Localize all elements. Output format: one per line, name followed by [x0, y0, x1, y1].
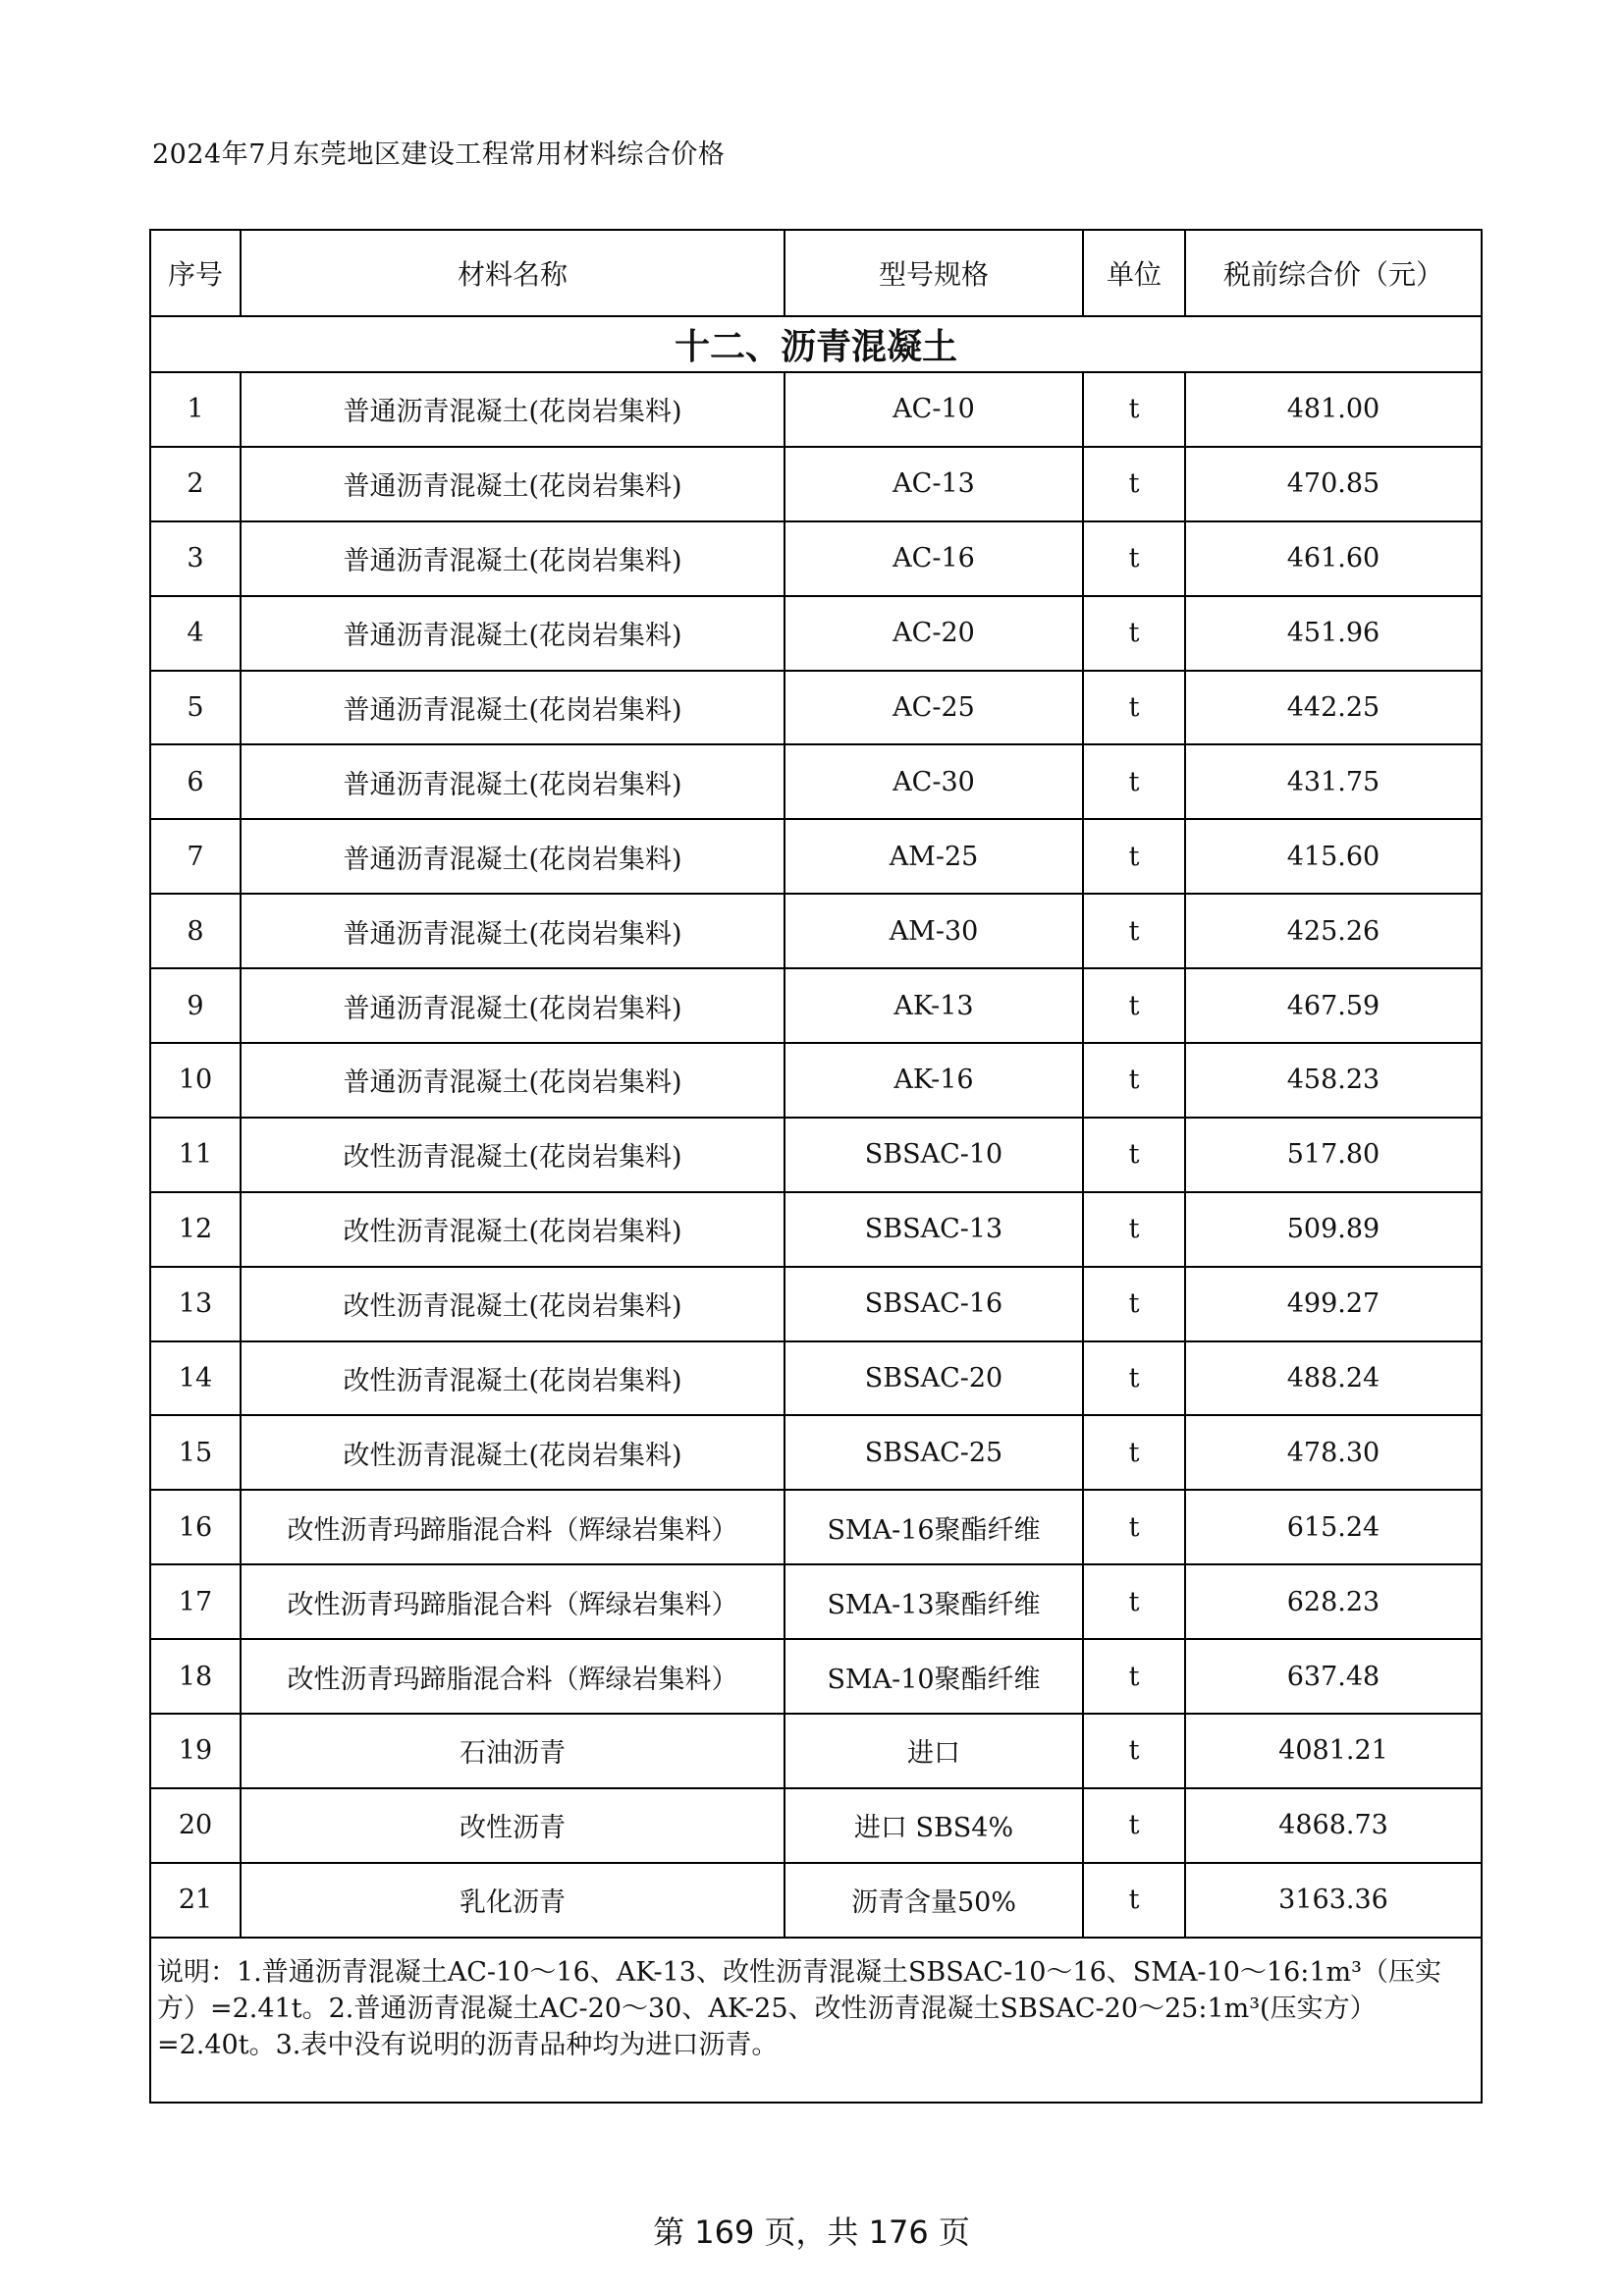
cell-price: 425.26	[1185, 894, 1482, 968]
cell-name: 普通沥青混凝土(花岗岩集料)	[241, 1043, 784, 1118]
cell-price: 415.60	[1185, 819, 1482, 894]
cell-name: 普通沥青混凝土(花岗岩集料)	[241, 744, 784, 819]
section-title: 十二、沥青混凝土	[150, 316, 1482, 372]
column-header-price: 税前综合价（元）	[1185, 230, 1482, 316]
table-row	[150, 447, 1482, 521]
table-row	[150, 1714, 1482, 1788]
table-row	[150, 819, 1482, 894]
table-header-row	[150, 230, 1482, 316]
cell-spec: SBSAC-13	[784, 1192, 1083, 1267]
cell-price: 499.27	[1185, 1267, 1482, 1341]
cell-price: 615.24	[1185, 1490, 1482, 1564]
cell-seq: 6	[150, 744, 241, 819]
cell-spec: AC-13	[784, 447, 1083, 521]
section-title-row	[150, 316, 1482, 372]
cell-spec: AC-25	[784, 671, 1083, 745]
table-row	[150, 1863, 1482, 1938]
cell-spec: SBSAC-10	[784, 1118, 1083, 1192]
table-row	[150, 744, 1482, 819]
cell-name: 改性沥青	[241, 1788, 784, 1863]
cell-spec: AK-13	[784, 968, 1083, 1043]
cell-name: 改性沥青玛蹄脂混合料（辉绿岩集料）	[241, 1564, 784, 1639]
cell-price: 451.96	[1185, 596, 1482, 671]
cell-unit: t	[1083, 744, 1185, 819]
table-row	[150, 596, 1482, 671]
cell-seq: 16	[150, 1490, 241, 1564]
cell-seq: 19	[150, 1714, 241, 1788]
table-row	[150, 1639, 1482, 1714]
page-number: 第 169 页，共 176 页	[653, 2214, 970, 2251]
table-row	[150, 521, 1482, 596]
column-header-seq: 序号	[150, 230, 241, 316]
cell-unit: t	[1083, 1788, 1185, 1863]
cell-spec: AM-30	[784, 894, 1083, 968]
cell-unit: t	[1083, 1714, 1185, 1788]
table-row	[150, 1267, 1482, 1341]
cell-name: 改性沥青混凝土(花岗岩集料)	[241, 1118, 784, 1192]
cell-spec: SMA-16聚酯纤维	[784, 1490, 1083, 1564]
cell-unit: t	[1083, 1863, 1185, 1938]
cell-price: 481.00	[1185, 372, 1482, 447]
column-header-unit: 单位	[1083, 230, 1185, 316]
cell-seq: 18	[150, 1639, 241, 1714]
cell-name: 改性沥青混凝土(花岗岩集料)	[241, 1341, 784, 1416]
cell-seq: 12	[150, 1192, 241, 1267]
cell-name: 普通沥青混凝土(花岗岩集料)	[241, 521, 784, 596]
cell-seq: 11	[150, 1118, 241, 1192]
cell-seq: 13	[150, 1267, 241, 1341]
cell-name: 改性沥青混凝土(花岗岩集料)	[241, 1415, 784, 1490]
cell-spec: AC-10	[784, 372, 1083, 447]
cell-unit: t	[1083, 671, 1185, 745]
cell-price: 478.30	[1185, 1415, 1482, 1490]
cell-name: 普通沥青混凝土(花岗岩集料)	[241, 894, 784, 968]
table-row	[150, 1118, 1482, 1192]
cell-spec: 进口 SBS4%	[784, 1788, 1083, 1863]
cell-unit: t	[1083, 1043, 1185, 1118]
cell-price: 4081.21	[1185, 1714, 1482, 1788]
cell-unit: t	[1083, 819, 1185, 894]
cell-name: 普通沥青混凝土(花岗岩集料)	[241, 819, 784, 894]
cell-name: 改性沥青玛蹄脂混合料（辉绿岩集料）	[241, 1639, 784, 1714]
cell-unit: t	[1083, 1267, 1185, 1341]
cell-spec: 沥青含量50%	[784, 1863, 1083, 1938]
table-row	[150, 968, 1482, 1043]
table-row	[150, 1415, 1482, 1490]
table-note: 说明：1.普通沥青混凝土AC-10～16、AK-13、改性沥青混凝土SBSAC-10～16、SMA-10～16:1m³（压实方）=2.41t。2.普通沥青混凝土AC-20～30、AK-25、改性沥青混凝土SBSAC-20～25:1m³(压实方）=2.40t。3.表中没有说明的沥青品种均为进口沥青。	[150, 1938, 1482, 2103]
cell-name: 石油沥青	[241, 1714, 784, 1788]
cell-spec: SMA-13聚酯纤维	[784, 1564, 1083, 1639]
cell-seq: 17	[150, 1564, 241, 1639]
table-row	[150, 671, 1482, 745]
cell-price: 431.75	[1185, 744, 1482, 819]
cell-seq: 20	[150, 1788, 241, 1863]
table-row	[150, 372, 1482, 447]
cell-unit: t	[1083, 596, 1185, 671]
cell-seq: 1	[150, 372, 241, 447]
cell-spec: SBSAC-20	[784, 1341, 1083, 1416]
cell-unit: t	[1083, 1564, 1185, 1639]
cell-name: 改性沥青混凝土(花岗岩集料)	[241, 1267, 784, 1341]
cell-unit: t	[1083, 1415, 1185, 1490]
cell-spec: AC-16	[784, 521, 1083, 596]
table-row	[150, 1192, 1482, 1267]
cell-name: 普通沥青混凝土(花岗岩集料)	[241, 372, 784, 447]
cell-spec: 进口	[784, 1714, 1083, 1788]
table-row	[150, 1788, 1482, 1863]
cell-spec: SMA-10聚酯纤维	[784, 1639, 1083, 1714]
cell-unit: t	[1083, 1341, 1185, 1416]
cell-price: 517.80	[1185, 1118, 1482, 1192]
cell-seq: 10	[150, 1043, 241, 1118]
cell-price: 467.59	[1185, 968, 1482, 1043]
cell-name: 普通沥青混凝土(花岗岩集料)	[241, 447, 784, 521]
cell-price: 509.89	[1185, 1192, 1482, 1267]
table-row	[150, 1490, 1482, 1564]
column-header-spec: 型号规格	[784, 230, 1083, 316]
cell-seq: 9	[150, 968, 241, 1043]
cell-seq: 15	[150, 1415, 241, 1490]
column-header-name: 材料名称	[241, 230, 784, 316]
material-price-table	[149, 229, 1483, 2104]
cell-price: 442.25	[1185, 671, 1482, 745]
cell-seq: 3	[150, 521, 241, 596]
note-row	[150, 1938, 1482, 2103]
cell-seq: 5	[150, 671, 241, 745]
cell-name: 普通沥青混凝土(花岗岩集料)	[241, 968, 784, 1043]
cell-price: 628.23	[1185, 1564, 1482, 1639]
table-row	[150, 1043, 1482, 1118]
cell-seq: 8	[150, 894, 241, 968]
cell-price: 4868.73	[1185, 1788, 1482, 1863]
cell-unit: t	[1083, 1192, 1185, 1267]
cell-name: 乳化沥青	[241, 1863, 784, 1938]
cell-seq: 14	[150, 1341, 241, 1416]
cell-price: 470.85	[1185, 447, 1482, 521]
cell-name: 改性沥青玛蹄脂混合料（辉绿岩集料）	[241, 1490, 784, 1564]
cell-name: 普通沥青混凝土(花岗岩集料)	[241, 671, 784, 745]
cell-price: 458.23	[1185, 1043, 1482, 1118]
cell-seq: 7	[150, 819, 241, 894]
cell-unit: t	[1083, 1639, 1185, 1714]
table-row	[150, 1341, 1482, 1416]
cell-price: 461.60	[1185, 521, 1482, 596]
cell-name: 普通沥青混凝土(花岗岩集料)	[241, 596, 784, 671]
cell-spec: SBSAC-16	[784, 1267, 1083, 1341]
cell-seq: 2	[150, 447, 241, 521]
cell-spec: AC-20	[784, 596, 1083, 671]
cell-unit: t	[1083, 894, 1185, 968]
cell-price: 3163.36	[1185, 1863, 1482, 1938]
cell-spec: AC-30	[784, 744, 1083, 819]
cell-unit: t	[1083, 372, 1185, 447]
cell-unit: t	[1083, 521, 1185, 596]
cell-price: 488.24	[1185, 1341, 1482, 1416]
cell-spec: SBSAC-25	[784, 1415, 1083, 1490]
cell-seq: 4	[150, 596, 241, 671]
cell-name: 改性沥青混凝土(花岗岩集料)	[241, 1192, 784, 1267]
cell-spec: AK-16	[784, 1043, 1083, 1118]
cell-unit: t	[1083, 1118, 1185, 1192]
document-title: 2024年7月东莞地区建设工程常用材料综合价格	[152, 139, 726, 170]
table-body	[150, 316, 1482, 1938]
cell-unit: t	[1083, 1490, 1185, 1564]
cell-spec: AM-25	[784, 819, 1083, 894]
cell-price: 637.48	[1185, 1639, 1482, 1714]
table-row	[150, 1564, 1482, 1639]
table-row	[150, 894, 1482, 968]
cell-seq: 21	[150, 1863, 241, 1938]
cell-unit: t	[1083, 447, 1185, 521]
cell-unit: t	[1083, 968, 1185, 1043]
